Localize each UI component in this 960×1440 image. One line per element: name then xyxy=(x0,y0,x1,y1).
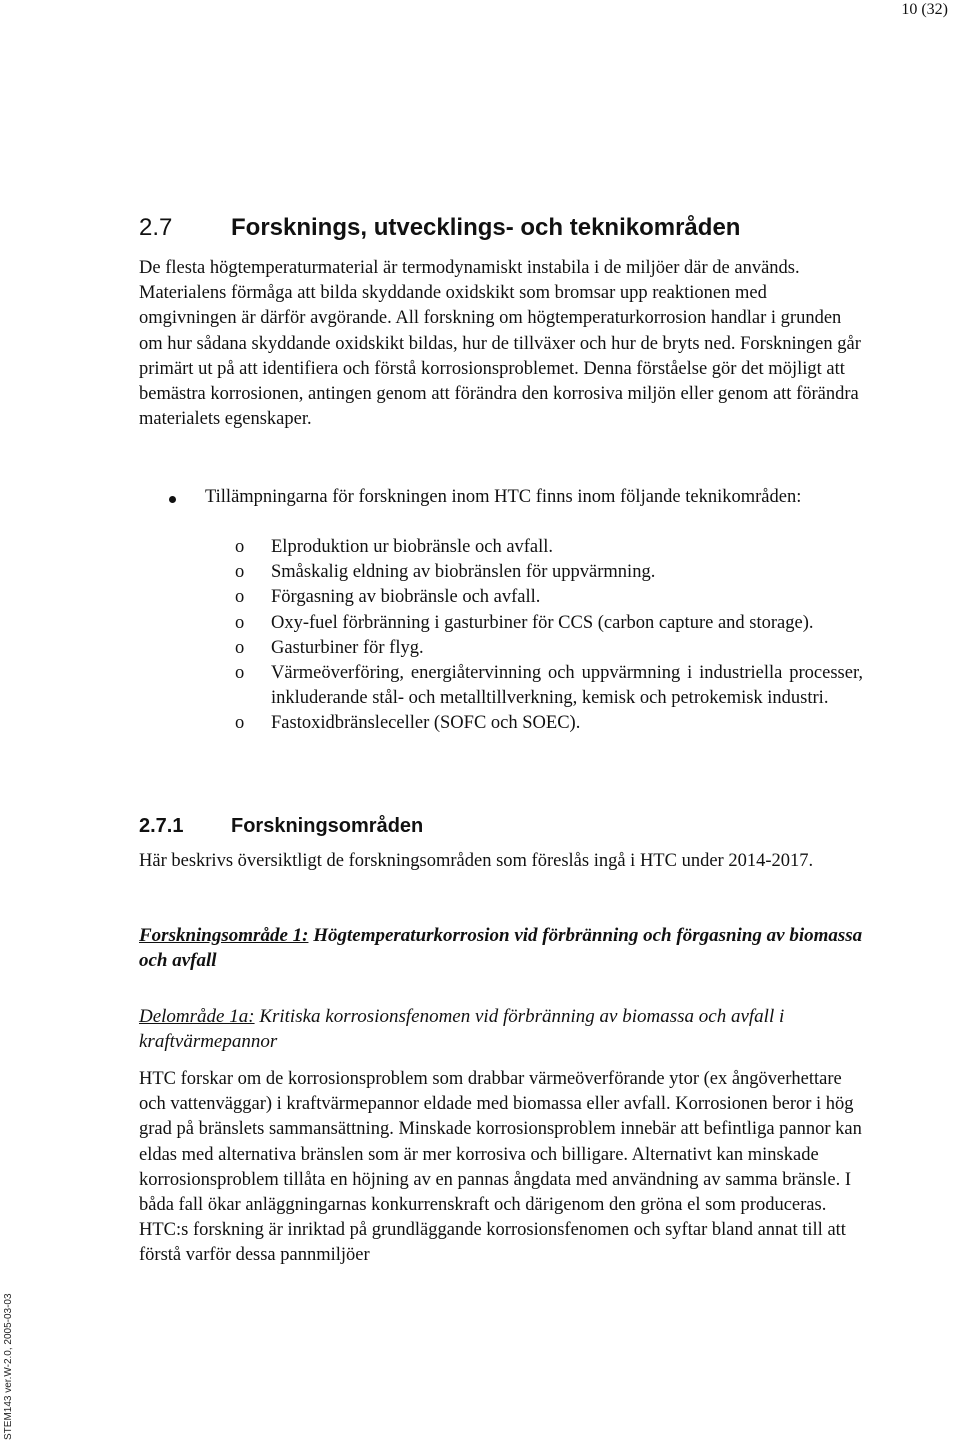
list-item-text: Småskalig eldning av biobränslen för uppvärmning. xyxy=(271,562,656,583)
bullet-dot-icon xyxy=(169,496,176,503)
sub-area-label: Delområde 1a: xyxy=(139,1006,255,1027)
section-number: 2.7 xyxy=(139,214,173,241)
subsection-title: Forskningsområden xyxy=(231,815,424,837)
list-item xyxy=(139,535,863,560)
circle-marker-icon: o xyxy=(235,612,245,633)
list-item xyxy=(139,560,863,585)
list-item xyxy=(139,611,863,636)
list-item-text: Oxy-fuel förbränning i gasturbiner för CCS (carbon capture and storage). xyxy=(271,612,814,633)
list-item xyxy=(139,636,863,661)
bullet-text: Tillämpningarna för forskningen inom HTC finns inom följande teknikområden: xyxy=(205,487,802,507)
circle-marker-icon: o xyxy=(235,663,245,684)
subsection-paragraph: Här beskrivs översiktligt de forskningsområden som föreslås ingå i HTC under 2014-2017. xyxy=(139,851,814,871)
research-area-heading xyxy=(139,923,863,973)
section-title: Forsknings, utvecklings- och teknikområden xyxy=(231,214,741,241)
circle-marker-icon: o xyxy=(235,587,245,608)
body-paragraph: HTC forskar om de korrosionsproblem som drabbar värmeöverförande ytor (ex ångöverhettare och vattenväggar) i kraftvärmepannor eldade med biomassa eller avfall. Korrosionen beror i hög grad på bränslets sammansättning. Minskade korrosionsproblem innebär att befintliga pannor kan eldas med alternativa bränslen som är mer korrosiva och billigare. Alternativt kan minskade korrosionsproblem tillåta en höjning av en pannas ångdata med användning av samma bränsle. I båda fall ökar anläggningarnas konkurrenskraft och därigenom den gröna el som produceras. HTC:s forskning är inriktad på grundläggande korrosionsfenomen och syftar bland annat till att förstå varför dessa pannmiljöer xyxy=(139,1069,862,1266)
intro-paragraph: De flesta högtemperaturmaterial är termodynamiskt instabila i de miljöer där de används. Materialens förmåga att bilda skyddande oxidskikt som bromsar upp reaktionen med omgivningen är därför avgörande. All forskning om högtemperaturkorrosion handlar i grunden om hur sådana skyddande oxidskikt bildas, hur de tillväxer och hur de bryts ned. Forskningen går primärt ut på att identifiera och förstå korrosionsproblemet. Denna förståelse gör det möjligt att bemästra korrosionen, antingen genom att förändra den korrosiva miljön eller genom att förändra materialets egenskaper. xyxy=(139,258,861,430)
list-item xyxy=(139,711,863,736)
list-item-text: Fastoxidbränsleceller (SOFC och SOEC). xyxy=(271,713,581,734)
page-number: 10 (32) xyxy=(901,1,948,18)
section-heading xyxy=(139,212,863,244)
document-version-stamp: STEM143 ver.W-2.0, 2005-03-03 xyxy=(3,1293,14,1440)
subsection-number: 2.7.1 xyxy=(139,815,184,837)
circle-marker-icon: o xyxy=(235,637,245,658)
circle-marker-icon: o xyxy=(235,713,245,734)
application-areas-list xyxy=(139,535,863,737)
list-item-text: Förgasning av biobränsle och avfall. xyxy=(271,587,541,608)
circle-marker-icon: o xyxy=(235,562,245,583)
list-item-text: Elproduktion ur biobränsle och avfall. xyxy=(271,537,554,557)
list-item-text: Värmeöverföring, energiåtervinning och uppvärmning i industriella processer, inkluderande stål- och metalltillverkning, kemisk och petrokemisk industri. xyxy=(271,663,863,709)
subsection-heading xyxy=(139,812,863,840)
list-item-text: Gasturbiner för flyg. xyxy=(271,637,424,658)
sub-area-heading xyxy=(139,1004,863,1054)
list-item xyxy=(139,585,863,610)
circle-marker-icon: o xyxy=(235,537,245,557)
research-area-label: Forskningsområde 1: xyxy=(139,925,309,946)
sub-area-title: Kritiska korrosionsfenomen vid förbränning av biomassa och avfall i kraftvärmepannor xyxy=(139,1006,785,1053)
research-area-title: Högtemperaturkorrosion vid förbränning och förgasning av biomassa och avfall xyxy=(139,925,863,972)
list-item xyxy=(139,661,863,711)
